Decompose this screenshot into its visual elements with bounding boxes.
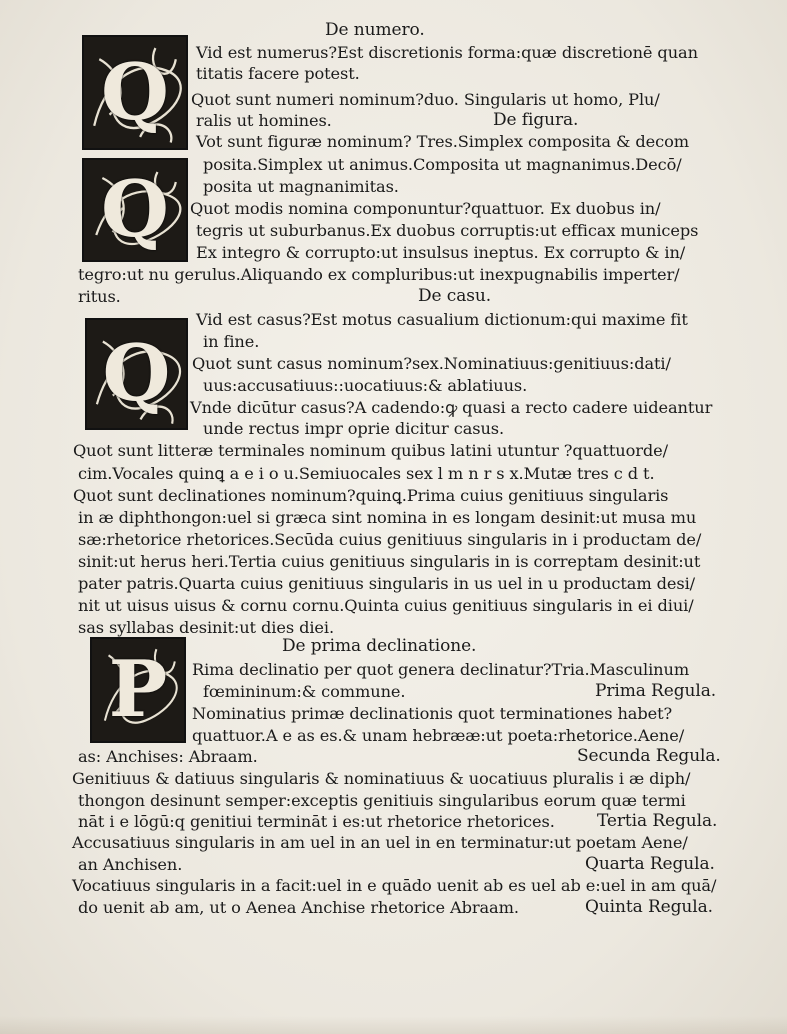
initial-letter: Q — [102, 328, 171, 419]
section-heading: De figura. — [493, 110, 579, 130]
text-line: Quot sunt casus nominum?sex.Nominatiuus:genitiuus:dati/ — [192, 354, 671, 373]
text-line: an Anchisen. — [78, 855, 183, 874]
initial-letter: Q — [101, 164, 169, 255]
text-line: nāt i e lōgū:q genitiui termināt i es:ut rhetorice rhetorices. — [78, 812, 555, 831]
text-line: posita.Simplex ut animus.Composita ut magnanimus.Decō/ — [203, 155, 682, 174]
text-line: posita ut magnanimitas. — [203, 177, 399, 196]
text-line: Vid est numerus?Est discretionis forma:quæ discretionē quan — [196, 43, 698, 62]
text-line: fœmininum:& commune. — [203, 682, 406, 701]
text-line: Vid est casus?Est motus casualium dictionum:qui maxime fit — [196, 310, 688, 329]
text-line: ralis ut homines. — [196, 111, 332, 130]
text-line: in fine. — [203, 332, 260, 351]
rule-heading: Secunda Regula. — [577, 746, 721, 766]
text-line: do uenit ab am, ut o Aenea Anchise rhetorice Abraam. — [78, 898, 519, 917]
text-line: uus:accusatiuus::uocatiuus:& ablatiuus. — [203, 376, 528, 395]
decorated-initial-q — [82, 158, 188, 262]
text-line: Vot sunt figuræ nominum? Tres.Simplex composita & decom — [196, 132, 689, 151]
text-line: ritus. — [78, 287, 121, 306]
section-heading: De prima declinatione. — [282, 636, 477, 656]
decorated-initial-p — [90, 637, 186, 743]
decorated-initial-q — [82, 35, 188, 150]
text-line: Nominatius primæ declinationis quot terminationes habet? — [192, 704, 673, 723]
text-line: pater patris.Quarta cuius genitiuus singularis in us uel in u productam desi/ — [78, 574, 696, 593]
text-line: tegro:ut nu gerulus.Aliquando ex compluribus:ut inexpugnabilis imperter/ — [78, 265, 680, 284]
text-line: titatis facere potest. — [196, 64, 360, 83]
text-line: Ex integro & corrupto:ut insulsus ineptus. Ex corrupto & in/ — [196, 243, 686, 262]
text-line: Accusatiuus singularis in am uel in an uel in en terminatur:ut poetam Aene/ — [72, 833, 688, 852]
text-line: Quot sunt numeri nominum?duo. Singularis ut homo, Plu/ — [191, 90, 660, 109]
section-heading: De casu. — [418, 286, 492, 306]
text-line: cim.Vocales quinꝗ a e i o u.Semiuocales sex l m n r s x.Mutæ tres c d t. — [78, 464, 655, 483]
text-line: Vocatiuus singularis in a facit:uel in e quādo uenit ab es uel ab e:uel in am quā/ — [72, 876, 717, 895]
text-line: sæ:rhetorice rhetorices.Secūda cuius genitiuus singularis in i productam de/ — [78, 530, 702, 549]
text-line: sinit:ut herus heri.Tertia cuius genitiuus singularis in is correptam desinit:ut — [78, 552, 701, 571]
text-line: Quot sunt litteræ terminales nominum quibus latini utuntur ?quattuorde/ — [73, 441, 669, 460]
text-line: sas syllabas desinit:ut dies diei. — [78, 618, 335, 637]
rule-heading: Prima Regula. — [595, 681, 717, 701]
text-line: in æ diphthongon:uel si græca sint nomina in es longam desinit:ut musa mu — [78, 508, 697, 527]
running-title: De numero. — [325, 20, 425, 40]
text-line: Genitiuus & datiuus singularis & nominatiuus & uocatiuus pluralis i æ diph/ — [72, 769, 691, 788]
initial-letter: Q — [101, 46, 169, 138]
text-line: tegris ut suburbanus.Ex duobus corruptis:ut efficax municeps — [196, 221, 699, 240]
text-line: unde rectus impr oprie dicitur casus. — [203, 419, 505, 438]
initial-letter: P — [108, 644, 168, 735]
text-line: Quot sunt declinationes nominum?quinꝗ.Prima cuius genitiuus singularis — [73, 486, 669, 505]
text-line: quattuor.A e as es.& unam hebrææ:ut poeta:rhetorice.Aene/ — [192, 726, 685, 745]
text-line: nit ut uisus uisus & cornu cornu.Quinta cuius genitiuus singularis in ei diui/ — [78, 596, 694, 615]
text-line: thongon desinunt semper:exceptis genitiuis singularibus eorum quæ termi — [78, 791, 686, 810]
text-line: as: Anchises: Abraam. — [78, 747, 258, 766]
rule-heading: Quarta Regula. — [585, 854, 715, 874]
text-line: Rima declinatio per quot genera declinatur?Tria.Masculinum — [192, 660, 690, 679]
text-line: Quot modis nomina componuntur?quattuor. Ex duobus in/ — [190, 199, 661, 218]
rule-heading: Quinta Regula. — [585, 897, 713, 917]
rule-heading: Tertia Regula. — [597, 811, 718, 831]
text-line: Vnde dicūtur casus?A cadendo:ꝙ quasi a recto cadere uideantur — [190, 398, 713, 417]
decorated-initial-q — [85, 318, 188, 430]
